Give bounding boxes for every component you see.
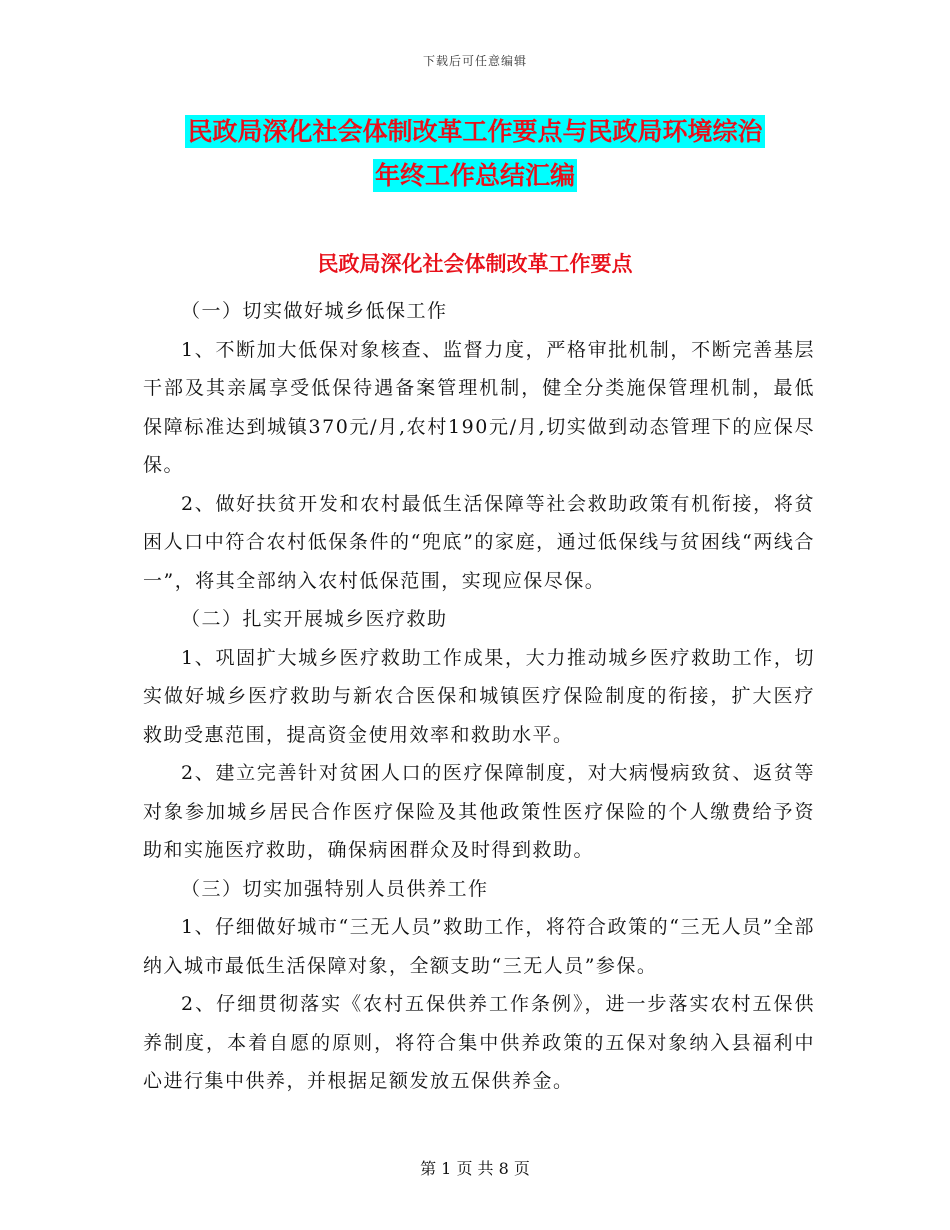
body-paragraph: 1、不断加大低保对象核查、监督力度，严格审批机制，不断完善基层干部及其亲属享受低保待遇备案管理机制，健全分类施保管理机制，最低保障标准达到城镇370元/月,农村190元/月,切实做到动态管理下的应保尽保。 bbox=[143, 338, 815, 476]
document-title-line-2 bbox=[0, 156, 950, 192]
subsection-heading-3: （三）切实加强特别人员供养工作 bbox=[181, 877, 489, 900]
page-footer: 第 1 页 共 8 页 bbox=[420, 1159, 530, 1178]
document-title-text-2: 年终工作总结汇编 bbox=[374, 161, 575, 190]
body-paragraph: 2、建立完善针对贫困人口的医疗保障制度，对大病慢病致贫、返贫等对象参加城乡居民合作医疗保险及其他政策性医疗保险的个人缴费给予资助和实施医疗救助，确保病困群众及时得到救助。 bbox=[143, 762, 815, 861]
body-paragraph: 1、巩固扩大城乡医疗救助工作成果，大力推动城乡医疗救助工作，切实做好城乡医疗救助与新农合医保和城镇医疗保险制度的衔接，扩大医疗救助受惠范围，提高资金使用效率和救助水平。 bbox=[143, 646, 815, 746]
subsection-heading-1: （一）切实做好城乡低保工作 bbox=[181, 300, 448, 322]
header-note: 下载后可任意编辑 bbox=[422, 54, 527, 68]
body-paragraph: 2、做好扶贫开发和农村最低生活保障等社会救助政策有机衔接，将贫困人口中符合农村低保条件的“兜底”的家庭，通过低保线与贫困线“两线合一”，将其全部纳入农村低保范围，实现应保尽保。 bbox=[143, 492, 815, 592]
section-heading: 民政局深化社会体制改革工作要点 bbox=[317, 252, 633, 276]
body-paragraph: 1、仔细做好城市“三无人员”救助工作，将符合政策的“三无人员”全部纳入城市最低生活保障对象，全额支助“三无人员”参保。 bbox=[143, 916, 815, 977]
subsection-heading-2: （二）扎实开展城乡医疗救助 bbox=[181, 608, 448, 630]
document-title-line-1 bbox=[0, 112, 950, 148]
document-title-text-1: 民政局深化社会体制改革工作要点与民政局环境综治 bbox=[187, 117, 763, 146]
document-body bbox=[143, 292, 815, 1101]
body-paragraph: 2、仔细贯彻落实《农村五保供养工作条例》，进一步落实农村五保供养制度，本着自愿的原则，将符合集中供养政策的五保对象纳入县福利中心进行集中供养，并根据足额发放五保供养金。 bbox=[143, 993, 815, 1092]
